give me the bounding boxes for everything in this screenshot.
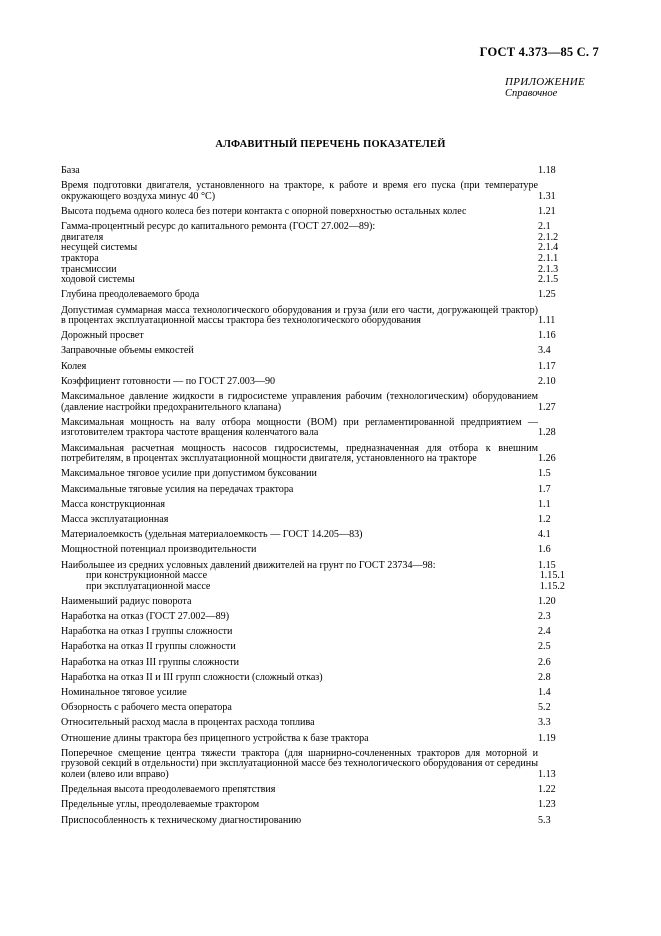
entry-text: Колея [61,360,87,372]
entry-ref: 1.4 [538,687,551,698]
entry-text: Глубина преодолеваемого брода [61,289,200,301]
entry-ref: 1.16 [538,330,556,342]
index-entry [61,362,573,373]
entry-ref: 1.31 [538,190,556,202]
entry-ref: 1.20 [538,595,556,607]
appendix-title: ПРИЛОЖЕНИЕ [505,76,585,88]
entry-ref: 1.28 [538,427,556,439]
entry-text: Коэффициент готовности — по ГОСТ 27.003—90 [61,375,276,387]
entry-text: Время подготовки двигателя, установленного на тракторе, к работе и время его пуска (при температуре окружающего воздуха минус 40 °С) [61,180,538,202]
index-entry [61,469,573,480]
entry-ref: 1.27 [538,401,556,413]
entry-text: Относительный расход масла в процентах расхода топлива [61,717,315,729]
index-entry [61,392,573,413]
entry-ref: 1.21 [538,205,556,217]
entry-ref: 1.7 [538,483,551,495]
entry-ref: 1.23 [538,799,556,811]
entry-ref: 2.10 [538,375,556,387]
entry-ref: 2.4 [538,626,551,638]
entry-ref: 1.5 [538,468,551,480]
entry-ref: 2.1.4 [538,242,559,254]
entry-ref: 1.13 [538,768,556,780]
index-entry [61,500,573,511]
index-entry [61,673,573,684]
index-entry [61,485,573,496]
entry-ref: 2.8 [538,671,551,683]
entry-ref: 1.26 [538,453,556,465]
entry-ref: 2.5 [538,641,551,653]
entry-text: Масса конструкционная [61,498,166,510]
entry-text: при конструкционной массе [86,570,208,582]
entry-text: Мощностной потенциал производительности [61,544,257,556]
index-entry [61,703,573,714]
entry-text: Номинальное тяговое усилие [61,687,187,698]
index-entry [61,734,573,745]
entry-text: Заправочные объемы емкостей [61,345,194,357]
entry-ref: 1.6 [538,544,551,556]
entry-text: Приспособленность к техническому диагностированию [61,814,302,826]
entry-text: Гамма-процентный ресурс до капитального ремонта (ГОСТ 27.002—89): [61,221,376,233]
index-entry [61,166,573,177]
entry-ref: 3.4 [538,345,551,357]
entry-text: Максимальное давление жидкости в гидросистеме управления рабочим (технологическим) оборудованием (давление настройки предохранительного клапана) [61,391,538,413]
index-entry [61,233,573,244]
entry-text: Обзорность с рабочего места оператора [61,702,232,714]
entry-ref: 4.1 [538,529,551,541]
entry-ref: 2.1 [538,221,551,233]
entry-text: Наработка на отказ (ГОСТ 27.002—89) [61,611,230,623]
entry-text: трактора [61,252,99,264]
entry-text: Наработка на отказ II группы сложности [61,641,236,653]
index-entry [61,222,573,233]
entry-text: двигателя [61,231,104,243]
index-entry [61,800,573,811]
entry-ref: 1.25 [538,289,556,301]
entry-ref: 1.15 [538,559,556,571]
entry-ref: 1.17 [538,360,556,372]
entry-text: Наименьший радиус поворота [61,595,192,607]
entry-ref: 2.1.1 [538,252,559,264]
entry-text: Максимальные тяговые усилия на передачах трактора [61,483,294,495]
entry-text: Максимальная мощность на валу отбора мощности (ВОМ) при регламентированной предприятием — изготовителем трактора частоте вращения коленчатого вала [61,416,538,439]
index-entry [61,306,573,327]
entry-text: Масса эксплуатационная [61,513,169,525]
entry-ref: 1.19 [538,732,556,744]
index-entry [61,582,573,593]
index-entry [61,612,573,623]
entry-text: Высота подъема одного колеса без потери контакта с опорной поверхностью остальных колес [61,205,467,217]
entry-text: Дорожный просвет [61,330,144,342]
index-entry [61,275,573,286]
index-entry [61,418,573,439]
index-entry [61,243,573,254]
entry-ref: 1.15.2 [539,580,565,592]
index-entry [61,785,573,796]
entry-ref: 5.3 [538,814,551,826]
appendix-type: Справочное [505,88,558,99]
entry-ref: 3.3 [538,717,551,729]
entry-ref: 2.1.2 [538,231,559,243]
index-entry [61,377,573,388]
index-entry [61,331,573,342]
entry-text: Наработка на отказ III группы сложности [61,656,240,668]
entry-text: при эксплуатационной массе [86,580,211,592]
index-entry [61,816,573,827]
entry-ref: 1.1 [538,498,551,510]
entry-text: Допустимая суммарная масса технологического оборудования и груза (или его части, догружающей трактор) в процентах эксплуатационной массы трактора без технологического оборудования [61,304,538,327]
index-entry [61,346,573,357]
entry-text: Наработка на отказ I группы сложности [61,626,233,638]
entry-text: База [61,165,80,176]
index-entry [61,530,573,541]
index-entry [61,265,573,276]
entry-ref: 2.3 [538,611,551,623]
index-entry [61,688,573,699]
entry-text: трансмиссии [61,263,117,275]
entry-ref: 2.6 [538,656,551,668]
index-entry [61,207,573,218]
entry-text: Предельная высота преодолеваемого препятствия [61,784,276,796]
entry-ref: 1.11 [538,315,556,327]
index-entry [61,642,573,653]
index-entry [61,181,573,202]
index-entry [61,658,573,669]
entry-text: Наработка на отказ II и III групп сложности (сложный отказ) [61,671,323,683]
index-entry [61,515,573,526]
entry-text: Предельные углы, преодолеваемые трактором [61,799,260,811]
entry-text: Максимальная расчетная мощность насосов гидросистемы, предназначенная для отбора к внешним потребителям, в процентах эксплуатационной мощности двигателя, установленного на тракторе [61,442,538,465]
entry-ref: 1.22 [538,784,556,796]
index-list [61,166,573,826]
index-entry [61,597,573,608]
entry-text: Материалоемкость (удельная материалоемкость — ГОСТ 14.205—83) [61,529,363,541]
entry-ref: 2.1.3 [538,263,559,275]
entry-ref: 2.1.5 [538,274,559,286]
entry-ref: 1.2 [538,513,551,525]
index-entry [61,545,573,556]
entry-text: Наибольшее из средних условных давлений движителей на грунт по ГОСТ 23734—98: [61,559,436,571]
index-entry [61,254,573,265]
document-title: АЛФАВИТНЫЙ ПЕРЕЧЕНЬ ПОКАЗАТЕЛЕЙ [215,139,446,150]
index-entry [61,627,573,638]
index-entry [61,290,573,301]
entry-ref: 1.18 [538,165,556,176]
entry-text: Максимальное тяговое усилие при допустимом буксовании [61,468,317,480]
entry-text: Отношение длины трактора без прицепного устройства к базе трактора [61,732,369,744]
entry-text: Поперечное смещение центра тяжести трактора (для шарнирно-сочлененных тракторов для моторной и грузовой секций в отдельности) при эксплуатационной массе без технологического оборудования от середины колеи (влево или вправо) [61,747,538,780]
entry-ref: 1.15.1 [539,570,565,582]
index-entry [61,444,573,465]
appendix-label [505,76,585,100]
entry-text: несущей системы [61,242,138,254]
entry-text: ходовой системы [61,274,135,286]
index-entry [61,718,573,729]
page-header: ГОСТ 4.373—85 С. 7 [479,45,599,59]
entry-ref: 5.2 [538,702,551,714]
index-entry [61,749,573,781]
